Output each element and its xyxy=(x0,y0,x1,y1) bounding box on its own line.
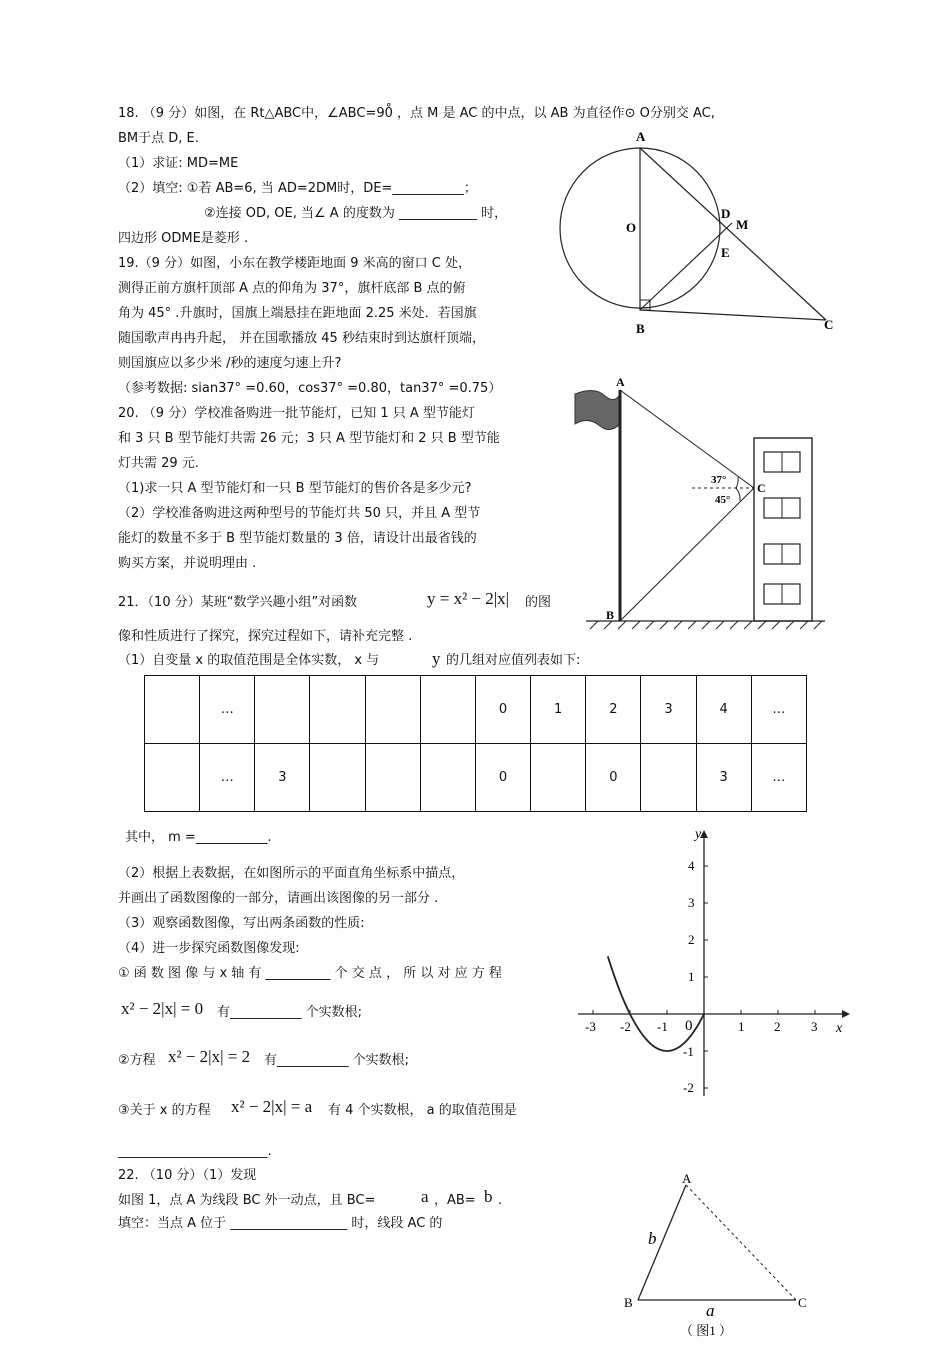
table-cell: 0 xyxy=(586,744,641,812)
q22-line2a: 如图 1，点 A 为线段 BC 外一动点，且 BC= xyxy=(118,1193,376,1208)
q20-line6: 能灯的数量不多于 B 型节能灯数量的 3 倍，请设计出最省钱的 xyxy=(118,531,477,546)
table-cell: … xyxy=(751,676,806,744)
graph-ytick: 1 xyxy=(688,969,695,984)
table-cell xyxy=(531,744,586,812)
q21-part2a: （2）根据上表数据，在如图所示的平面直角坐标系中描点， xyxy=(118,866,465,881)
q18-label-D: D xyxy=(721,206,731,221)
q21-line3a: （1）自变量 x 的取值范围是全体实数， x 与 xyxy=(118,653,380,668)
q22-line3: 填空：当点 A 位于 __________________ 时，线段 AC 的 xyxy=(118,1216,443,1231)
q18-label-E: E xyxy=(721,245,730,260)
table-cell xyxy=(310,676,365,744)
q21-part4-2a: ②方程 xyxy=(118,1053,156,1068)
graph-xtick: 3 xyxy=(811,1019,818,1034)
q20-line2: 和 3 只 B 型节能灯共需 26 元；3 只 A 型节能灯和 2 只 B 型节能 xyxy=(118,431,500,446)
table-cell xyxy=(365,676,420,744)
graph-ytick: -1 xyxy=(683,1044,694,1059)
q18-line4: （2）填空: ①若 AB=6, 当 AD=2DM时，DE=___________； xyxy=(118,181,477,196)
q19-line1: 19.（9 分）如图，小东在教学楼距地面 9 米高的窗口 C 处， xyxy=(118,256,471,271)
table-cell: … xyxy=(200,744,255,812)
table-row xyxy=(145,744,807,812)
table-cell: 0 xyxy=(475,676,530,744)
table-cell xyxy=(420,744,475,812)
q21-value-table xyxy=(144,675,807,812)
table-cell xyxy=(420,676,475,744)
graph-xtick: -3 xyxy=(585,1019,596,1034)
q18-line2: BM于点 D, E. xyxy=(118,131,199,146)
table-cell: 2 xyxy=(586,676,641,744)
q19-line2: 测得正前方旗杆顶部 A 点的仰角为 37°，旗杆底部 B 点的俯 xyxy=(118,281,466,296)
q19-label-B: B xyxy=(606,608,615,622)
table-cell: 3 xyxy=(255,744,310,812)
q21-m-line: 其中， m =___________. xyxy=(125,830,272,845)
q18-label-O: O xyxy=(626,220,637,235)
q21-eq3: x² − 2|x| = a xyxy=(231,1097,313,1116)
q22-caption: （ 图1 ） xyxy=(680,1323,733,1338)
table-cell xyxy=(641,744,696,812)
q21-part4-3b: 有 4 个实数根， a 的取值范围是 xyxy=(328,1103,517,1118)
q20-line4: （1)求一只 A 型节能灯和一只 B 型节能灯的售价各是多少元? xyxy=(118,481,472,496)
graph-ytick: -2 xyxy=(683,1080,694,1095)
q18-label-A: A xyxy=(636,129,646,144)
q21-part4-3c: _______________________. xyxy=(118,1144,272,1159)
graph-y-label: y xyxy=(695,827,702,842)
q21-part4-3a: ③关于 x 的方程 xyxy=(118,1103,211,1118)
table-cell xyxy=(145,744,200,812)
graph-xtick: 1 xyxy=(738,1019,745,1034)
table-cell xyxy=(255,676,310,744)
table-cell: 1 xyxy=(531,676,586,744)
q21-var-y: y xyxy=(432,649,441,668)
q21-line1a: 21．（10 分）某班“数学兴趣小组”对函数 xyxy=(118,595,358,610)
q21-part2b: 并画出了函数图像的一部分，请画出该图像的另一部分 . xyxy=(118,891,439,906)
q18-line1: 18. （9 分）如图，在 Rt△ABC中，∠ABC=90̊ ，点 M 是 AC 的中点，以 AB 为直径作⊙ O分别交 AC, xyxy=(118,106,715,121)
q19-label-C: C xyxy=(757,481,766,495)
q21-line1b: 的图 xyxy=(525,595,552,610)
graph-xtick: 2 xyxy=(774,1019,781,1034)
q19-label-A: A xyxy=(616,375,625,389)
graph-xtick: -1 xyxy=(657,1019,668,1034)
q21-part4-2b: 有___________ 个实数根; xyxy=(264,1053,410,1068)
q21-eq1: x² − 2|x| = 0 xyxy=(121,999,204,1018)
graph-x-label: x xyxy=(836,1021,843,1036)
q19-line3: 角为 45° .升旗时，国旗上端悬挂在距地面 2.25 米处．若国旗 xyxy=(118,306,477,321)
q21-part4-1b: 有___________ 个实数根; xyxy=(217,1005,363,1020)
q19-line5: 则国旗应以多少米 /秒的速度匀速上升? xyxy=(118,356,342,371)
q18-line3: （1）求证: MD=ME xyxy=(118,156,239,171)
q18-circle-figure xyxy=(558,128,838,338)
graph-xtick: -2 xyxy=(620,1019,631,1034)
q20-line5: （2）学校准备购进这两种型号的节能灯共 50 只，并且 A 型节 xyxy=(118,506,481,521)
q22-line2b: ，AB= xyxy=(434,1193,476,1208)
q21-eq2: x² − 2|x| = 2 xyxy=(168,1047,251,1066)
q19-line4: 随国歌声冉冉升起， 并在国歌播放 45 秒结束时到达旗杆顶端， xyxy=(118,331,485,346)
q19-flagpole-figure xyxy=(570,372,830,634)
q21-line3c: 的几组对应值列表如下: xyxy=(446,653,581,668)
table-cell: … xyxy=(751,744,806,812)
table-cell: 4 xyxy=(696,676,751,744)
q21-function-graph xyxy=(570,826,850,1098)
graph-ytick: 4 xyxy=(688,858,695,873)
table-cell: 3 xyxy=(641,676,696,744)
q21-line2: 像和性质进行了探究，探究过程如下，请补充完整 . xyxy=(118,629,413,644)
table-cell xyxy=(365,744,420,812)
q22-line1: 22. （10 分）（1）发现 xyxy=(118,1168,257,1183)
q21-part3: （3）观察函数图像，写出两条函数的性质: xyxy=(118,916,365,931)
q22-var-a: a xyxy=(421,1187,429,1206)
graph-ytick: 3 xyxy=(688,895,695,910)
q22-label-C: C xyxy=(798,1295,807,1310)
q21-formula: y = x² − 2|x| xyxy=(427,589,510,608)
q21-part4-1: ① 函 数 图 像 与 x 轴 有 __________ 个 交 点 ， 所 以 对 应 方 程 xyxy=(118,966,502,981)
q19-line6: （参考数据: sian37° =0.60，cos37° =0.80，tan37° =0.75） xyxy=(118,381,502,396)
q22-label-b: b xyxy=(648,1229,657,1248)
q22-var-b: b xyxy=(484,1187,493,1206)
table-cell: … xyxy=(200,676,255,744)
q20-line1: 20. （9 分）学校准备购进一批节能灯，已知 1 只 A 型节能灯 xyxy=(118,406,475,421)
q20-line7: 购买方案，并说明理由 . xyxy=(118,556,257,571)
q22-line2c: . xyxy=(498,1193,503,1208)
q19-angle-45: 45° xyxy=(715,494,731,506)
q18-label-C: C xyxy=(824,317,834,332)
graph-origin: 0 xyxy=(685,1018,693,1034)
table-row xyxy=(145,676,807,744)
q19-angle-37: 37° xyxy=(711,474,727,486)
q18-line5: ②连接 OD, OE, 当∠ A 的度数为 ____________ 时， xyxy=(204,206,508,221)
q18-label-B: B xyxy=(636,321,645,336)
q18-label-M: M xyxy=(736,217,749,232)
q22-triangle-figure xyxy=(620,1170,820,1345)
table-cell xyxy=(145,676,200,744)
q18-line6: 四边形 ODME是菱形 . xyxy=(118,231,249,246)
graph-ytick: 2 xyxy=(688,932,695,947)
table-cell: 0 xyxy=(475,744,530,812)
q22-label-B: B xyxy=(624,1295,633,1310)
q20-line3: 灯共需 29 元. xyxy=(118,456,199,471)
q22-label-A: A xyxy=(682,1171,692,1186)
q21-part4: （4）进一步探究函数图像发现: xyxy=(118,941,300,956)
table-cell xyxy=(310,744,365,812)
q22-label-a: a xyxy=(706,1301,715,1320)
table-cell: 3 xyxy=(696,744,751,812)
